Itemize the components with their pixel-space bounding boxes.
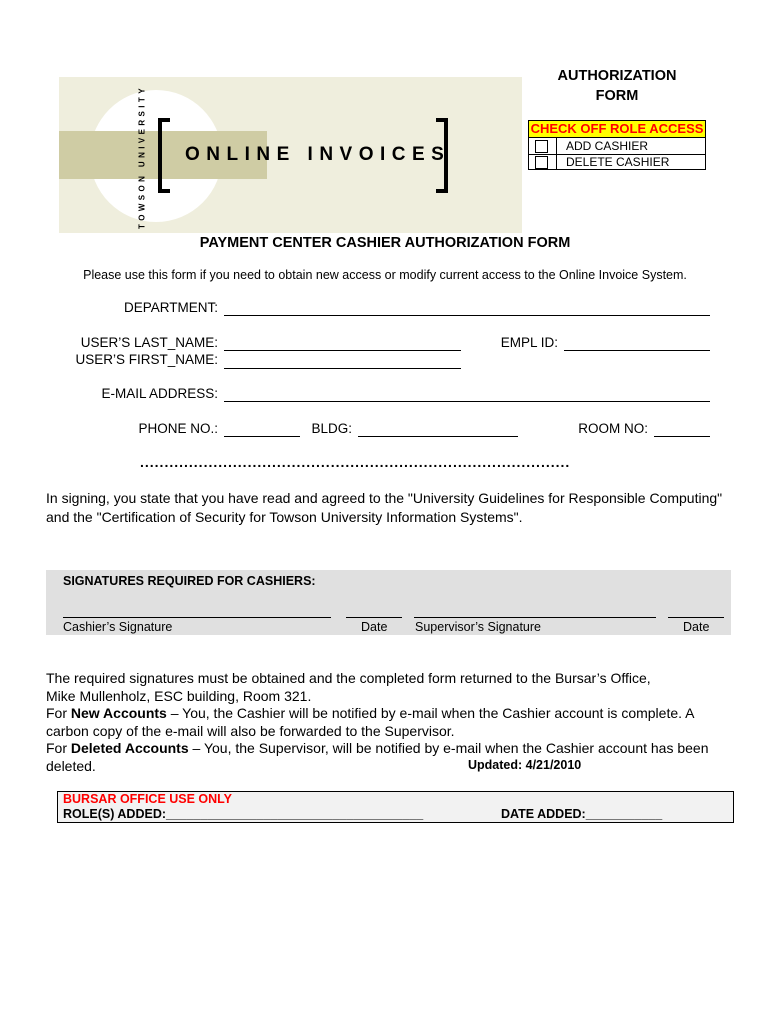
roles-added-field: ROLE(S) ADDED:_____________________________________ bbox=[63, 807, 424, 821]
department-label: DEPARTMENT: bbox=[123, 300, 218, 315]
role-access-box bbox=[528, 120, 706, 170]
phone-label: PHONE NO.: bbox=[138, 421, 218, 436]
last-name-field[interactable] bbox=[224, 350, 461, 351]
supervisor-signature-line[interactable] bbox=[414, 617, 656, 618]
phone-field[interactable] bbox=[224, 436, 300, 437]
first-name-label: USER’S FIRST_NAME: bbox=[75, 352, 218, 367]
signing-statement: In signing, you state that you have read and agreed to the "University Guidelines for Responsible Computing" and the "Certification of Security for Towson University Information Systems". bbox=[46, 490, 723, 525]
role-option-add bbox=[529, 138, 705, 155]
instructions-line1: The required signatures must be obtained and the completed form returned to the Bursar’s Office, bbox=[46, 670, 651, 686]
supervisor-date-line[interactable] bbox=[668, 617, 724, 618]
department-field[interactable] bbox=[224, 315, 710, 316]
cashier-signature-label: Cashier’s Signature bbox=[63, 620, 173, 634]
deleted-accounts-paragraph: For Deleted Accounts – You, the Supervisor, will be notified by e-mail when the Cashier account has been deleted. bbox=[46, 740, 709, 774]
room-label: ROOM NO: bbox=[578, 421, 648, 436]
instructions-line2: Mike Mullenholz, ESC building, Room 321. bbox=[46, 687, 312, 704]
signature-heading: SIGNATURES REQUIRED FOR CASHIERS: bbox=[63, 574, 316, 588]
delete-cashier-checkbox[interactable] bbox=[535, 156, 548, 169]
new-accounts-label: New Accounts bbox=[70, 705, 167, 721]
email-label: E-MAIL ADDRESS: bbox=[101, 386, 218, 401]
logo-left-bracket bbox=[158, 118, 170, 193]
role-access-header: CHECK OFF ROLE ACCESS bbox=[530, 121, 704, 136]
logo-title: ONLINE INVOICES bbox=[185, 144, 451, 165]
deleted-accounts-label: Deleted Accounts bbox=[70, 740, 189, 756]
logo-university-name: TOWSON UNIVERSITY bbox=[137, 85, 147, 229]
cashier-signature-line[interactable] bbox=[63, 617, 331, 618]
form-title: PAYMENT CENTER CASHIER AUTHORIZATION FORM bbox=[199, 235, 571, 251]
intro-text: Please use this form if you need to obtain new access or modify current access to the Online Invoice System. bbox=[83, 268, 687, 282]
last-name-label: USER’S LAST_NAME: bbox=[80, 335, 218, 350]
room-field[interactable] bbox=[654, 436, 710, 437]
add-cashier-label: ADD CASHIER bbox=[566, 139, 649, 153]
empl-id-label: EMPL ID: bbox=[500, 335, 558, 350]
bldg-label: BLDG: bbox=[311, 421, 352, 436]
role-option-delete bbox=[529, 154, 705, 170]
instructions bbox=[46, 670, 736, 775]
cashier-date-label: Date bbox=[361, 620, 388, 634]
email-field[interactable] bbox=[224, 401, 710, 402]
cashier-date-line[interactable] bbox=[346, 617, 402, 618]
delete-cashier-label: DELETE CASHIER bbox=[566, 155, 670, 169]
supervisor-signature-label: Supervisor’s Signature bbox=[415, 620, 541, 634]
date-added-field: DATE ADDED:___________ bbox=[501, 807, 663, 821]
supervisor-date-label: Date bbox=[683, 620, 710, 634]
add-cashier-checkbox[interactable] bbox=[535, 140, 548, 153]
updated-date: Updated: 4/21/2010 bbox=[468, 758, 582, 772]
dotted-separator: ........................................................................................ bbox=[140, 454, 571, 470]
bursar-office-heading: BURSAR OFFICE USE ONLY bbox=[63, 792, 233, 806]
empl-id-field[interactable] bbox=[564, 350, 710, 351]
bldg-field[interactable] bbox=[358, 436, 518, 437]
new-accounts-paragraph: For New Accounts – You, the Cashier will be notified by e-mail when the Cashier account is complete. A carbon copy of the e-mail will also be forwarded to the Supervisor. bbox=[46, 705, 694, 739]
first-name-field[interactable] bbox=[224, 368, 461, 369]
authorization-title: AUTHORIZATION FORM bbox=[557, 68, 677, 104]
